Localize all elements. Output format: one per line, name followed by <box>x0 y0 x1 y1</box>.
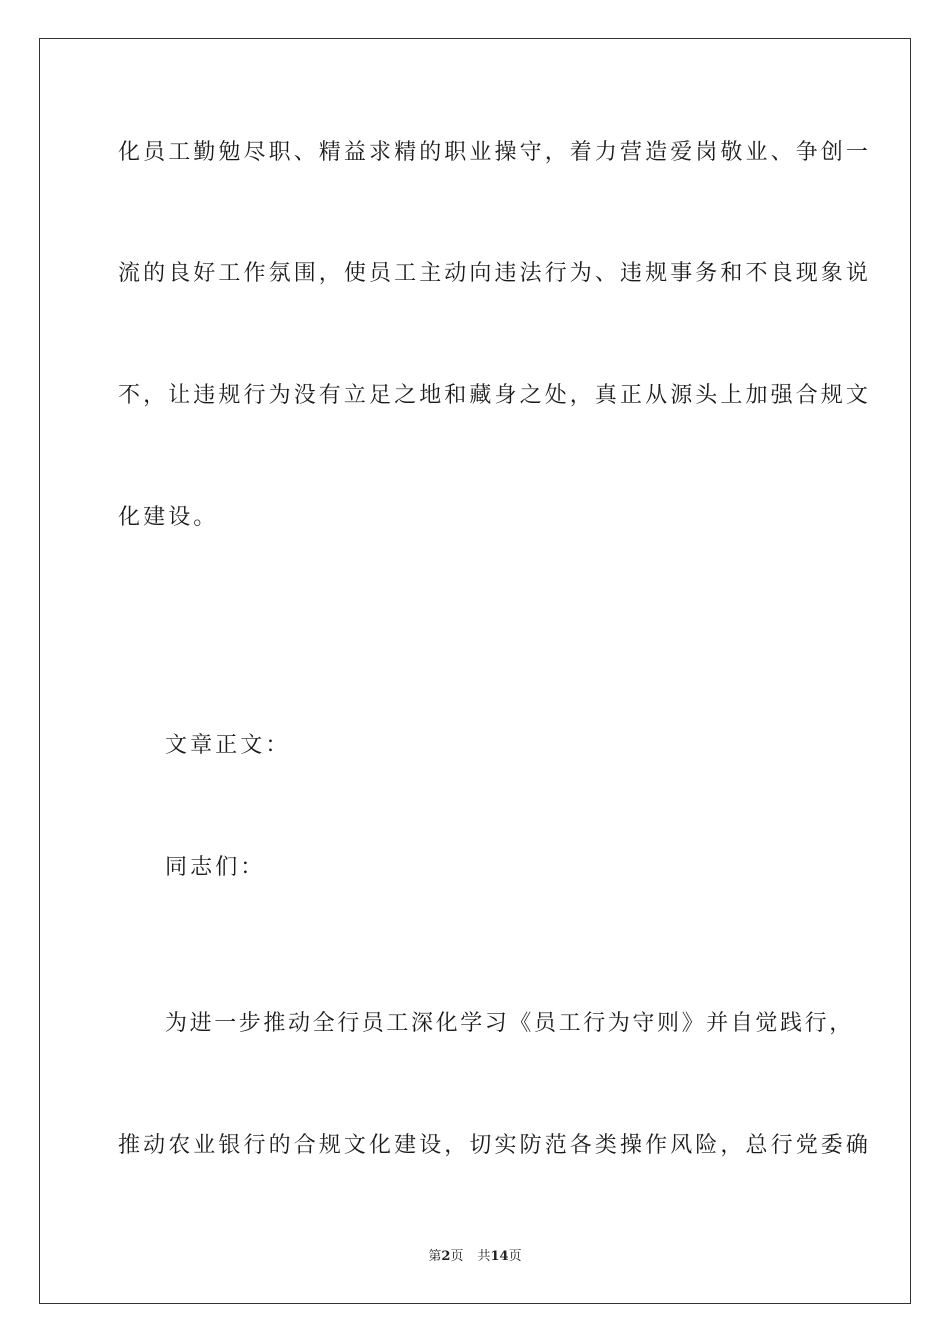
page-footer <box>0 1249 950 1265</box>
paragraph-line-2: 推动农业银行的合规文化建设，切实防范各类操作风险，总行党委确 <box>118 1133 872 1158</box>
salutation: 同志们： <box>165 855 266 880</box>
total-pages: 14 <box>490 1249 509 1264</box>
body-text-line-2: 流的良好工作氛围，使员工主动向违法行为、违规事务和不良现象说 <box>118 261 872 286</box>
page-number: 2 <box>441 1249 451 1264</box>
total-prefix: 共 <box>477 1249 491 1264</box>
paragraph-line-1: 为进一步推动全行员工深化学习《员工行为守则》并自觉践行， <box>165 1011 854 1036</box>
section-heading: 文章正文： <box>165 733 291 758</box>
body-text-line-3: 不，让违规行为没有立足之地和藏身之处，真正从源头上加强合规文 <box>118 383 872 408</box>
page-prefix: 第 <box>428 1249 442 1264</box>
body-text-line-4: 化建设。 <box>118 505 219 530</box>
page-frame <box>39 38 911 1304</box>
page-suffix: 页 <box>450 1249 464 1264</box>
total-suffix: 页 <box>508 1249 522 1264</box>
body-text-line-1: 化员工勤勉尽职、精益求精的职业操守，着力营造爱岗敬业、争创一 <box>118 140 872 165</box>
